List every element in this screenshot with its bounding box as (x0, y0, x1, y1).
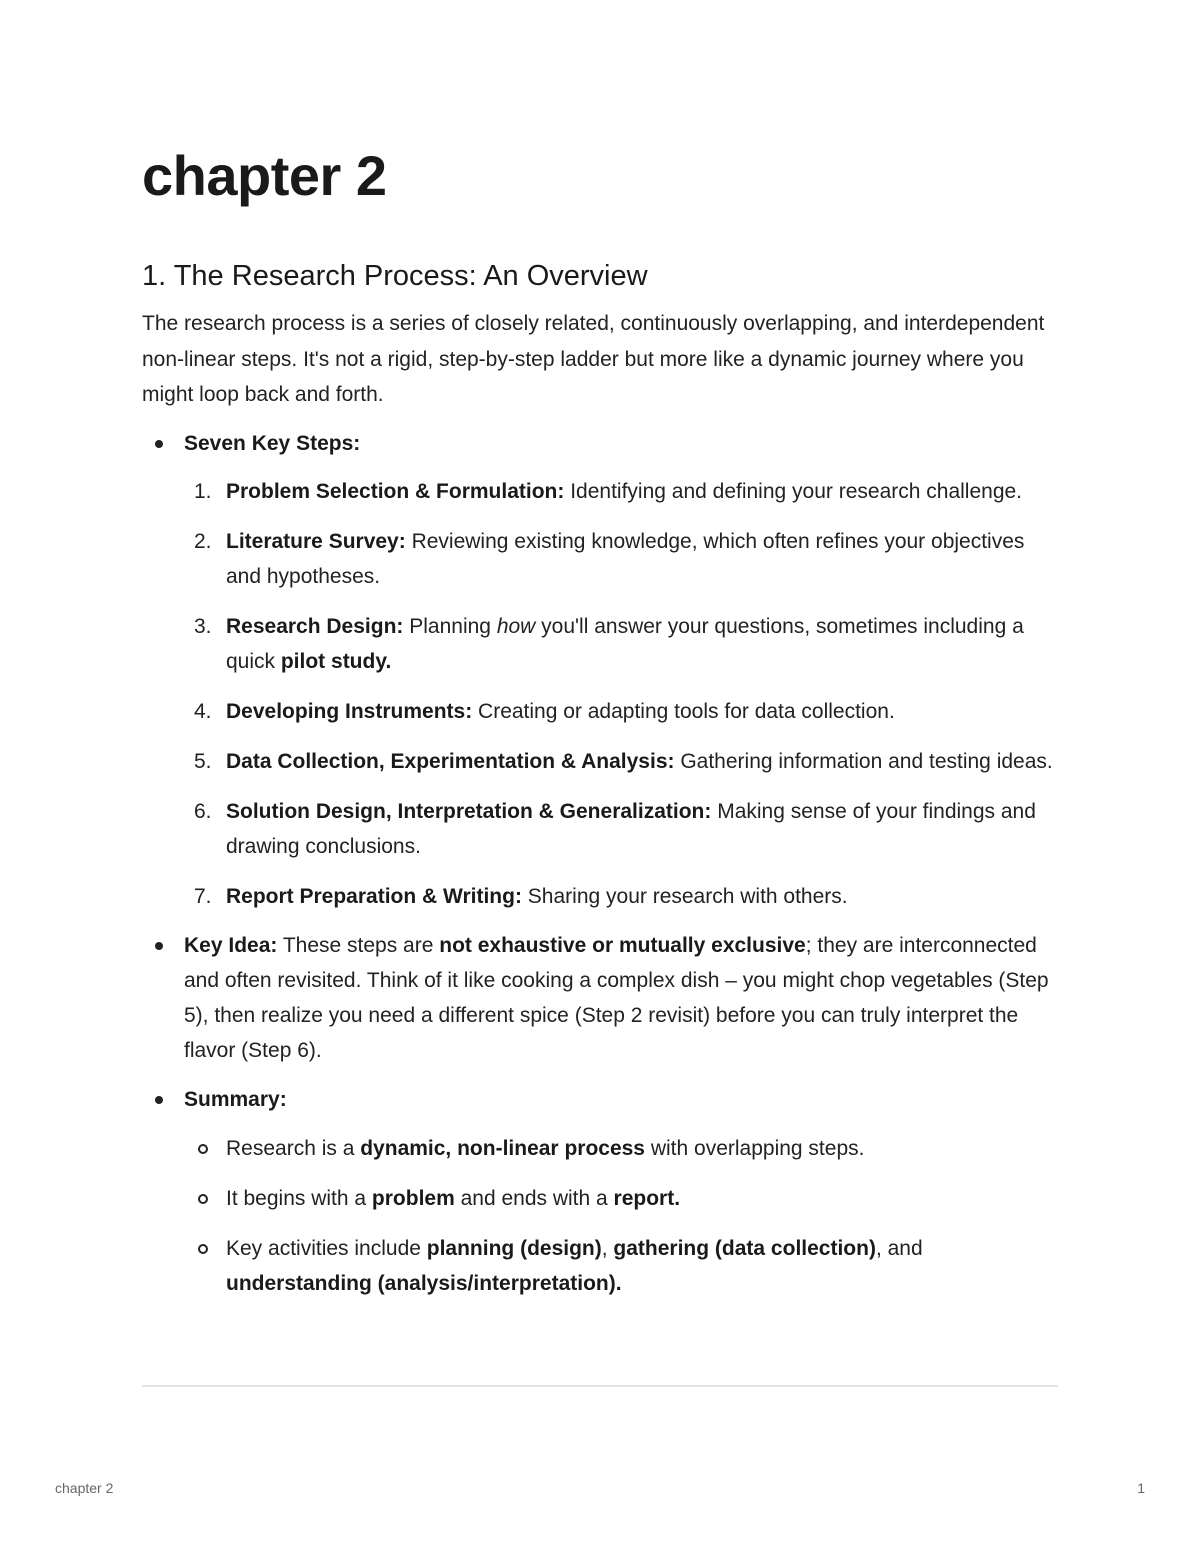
page-title: chapter 2 (142, 144, 387, 207)
summary-item (184, 1231, 1058, 1301)
summary-period: . (615, 1272, 622, 1295)
step-text: Gathering information and testing ideas. (674, 750, 1053, 773)
page-number: 1 (1137, 1480, 1145, 1496)
summary-bold: gathering (data collection) (613, 1237, 876, 1260)
step-text: Identifying and defining your research challenge. (564, 480, 1023, 503)
summary-text: , and (875, 1237, 923, 1260)
key-idea-bold: not exhaustive or mutually exclusive (439, 934, 806, 957)
summary-bold: dynamic, non-linear process (360, 1137, 645, 1160)
step-number: 3. (194, 615, 212, 638)
summary-text: and ends with a (454, 1187, 614, 1210)
step-text: Creating or adapting tools for data collection. (472, 700, 895, 723)
step-title: Data Collection, Experimentation & Analysis: (226, 750, 675, 773)
step-text-emphasis: how (496, 615, 536, 638)
horizontal-divider (142, 1385, 1058, 1387)
step-text: you'll answer your questions, sometimes including a quick (226, 615, 1024, 673)
step-item (184, 744, 1058, 779)
step-text: Making sense of your findings and drawing conclusions. (226, 800, 1036, 858)
summary-text: , (601, 1237, 614, 1260)
step-title: Report Preparation & Writing: (226, 885, 522, 908)
step-item (184, 694, 1058, 729)
step-item (184, 879, 1058, 914)
summary-text: with overlapping steps. (645, 1137, 865, 1160)
step-text: Reviewing existing knowledge, which often refines your objectives and hypotheses. (226, 530, 1025, 588)
step-text-period: . (385, 650, 392, 673)
step-number: 5. (194, 750, 212, 773)
section-heading: 1. The Research Process: An Overview (142, 260, 648, 292)
summary-item (184, 1181, 1058, 1216)
summary-text: Research is a (226, 1137, 361, 1160)
seven-steps-label: Seven Key Steps: (184, 432, 361, 455)
step-title: Solution Design, Interpretation & Generalization: (226, 800, 712, 823)
intro-paragraph: The research process is a series of closely related, continuously overlapping, and interdependent non-linear steps. It's not a rigid, step-by-step ladder but more like a dynamic journey where you might loop back and forth. (142, 312, 1045, 406)
summary-bold: problem (371, 1187, 455, 1210)
step-text: Sharing your research with others. (521, 885, 848, 908)
list-item-summary (142, 1082, 1058, 1301)
steps-list (184, 474, 1058, 914)
step-item (184, 474, 1058, 509)
step-item (184, 794, 1058, 864)
step-text-bold: pilot study (280, 650, 386, 673)
step-title: Problem Selection & Formulation: (226, 480, 565, 503)
step-number: 4. (194, 700, 212, 723)
summary-text: Key activities include (226, 1237, 427, 1260)
list-item-key-idea (142, 928, 1058, 1068)
step-title: Literature Survey: (226, 530, 406, 553)
key-idea-label: Key Idea: (184, 934, 278, 957)
summary-label: Summary: (184, 1088, 287, 1111)
step-number: 6. (194, 800, 212, 823)
step-number: 1. (194, 480, 212, 503)
step-text: Planning (403, 615, 497, 638)
footer-title: chapter 2 (55, 1480, 114, 1496)
summary-bold: understanding (analysis/interpretation) (226, 1272, 616, 1295)
step-title: Research Design: (226, 615, 404, 638)
step-title: Developing Instruments: (226, 700, 473, 723)
summary-item (184, 1131, 1058, 1166)
key-idea-text: These steps are (277, 934, 440, 957)
summary-bold: report (613, 1187, 675, 1210)
summary-bold: planning (design) (426, 1237, 602, 1260)
step-item (184, 524, 1058, 594)
summary-list (184, 1131, 1058, 1301)
step-number: 7. (194, 885, 212, 908)
step-number: 2. (194, 530, 212, 553)
summary-period: . (674, 1187, 681, 1210)
overview-list (142, 426, 1058, 1315)
summary-text: It begins with a (226, 1187, 372, 1210)
step-item (184, 609, 1058, 679)
key-idea-text: ; they are interconnected and often revisited. Think of it like cooking a complex dish – you might chop vegetables (Step 5), then realize you need a different spice (Step 2 revisit) before you can truly interpret the flavor (Step 6). (184, 934, 1049, 1062)
list-item-seven-steps (142, 426, 1058, 914)
